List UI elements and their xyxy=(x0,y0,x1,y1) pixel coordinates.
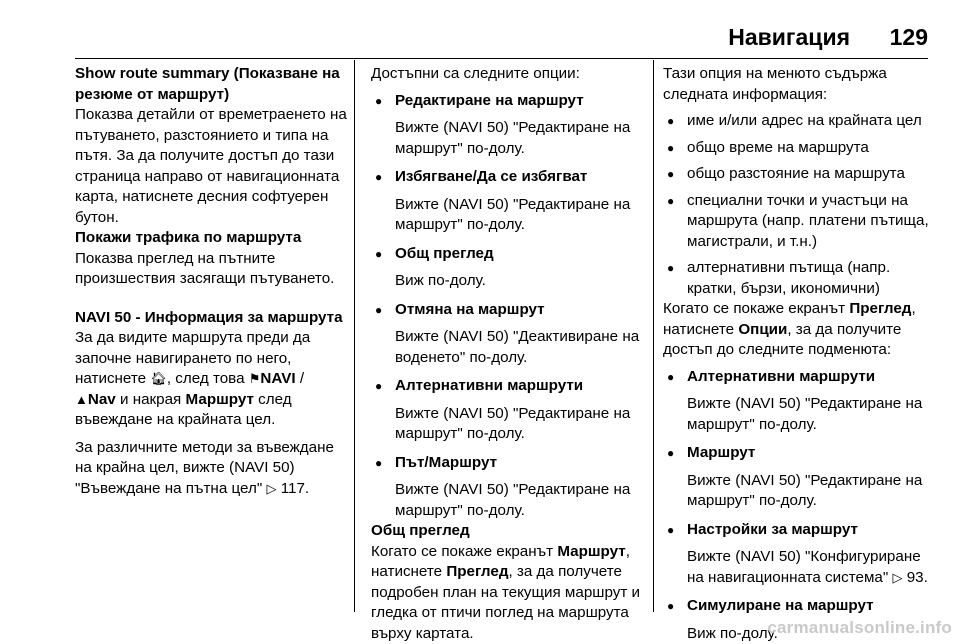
info-list xyxy=(663,111,929,299)
home-icon: 🏠︎ xyxy=(150,371,167,386)
option-item: ● Път/Маршрут Вижте (NAVI 50) "Редактиране на маршрут" по-долу. xyxy=(371,453,647,522)
column-divider-2 xyxy=(653,60,654,612)
info-item: ● общо разстояние на маршрута xyxy=(663,164,929,185)
submenu-item: ● Маршрут Вижте (NAVI 50) "Редактиране на маршрут" по-долу. xyxy=(663,443,929,512)
submenu-item: ● Настройки за маршрут Вижте (NAVI 50) "Конфигуриране на навигационната система" ▷ 93. xyxy=(663,520,929,589)
section-body-navi50-info: За да видите маршрута преди да започне навигирането по него, натиснете 🏠︎, след това ⚑NAVI / ▲Nav и накрая Маршрут след въвеждане на крайната цел. xyxy=(75,328,347,431)
submenu-list xyxy=(663,367,929,644)
section-body-overview: Когато се покаже екранът Маршрут, натиснете Преглед, за да получете подробен план на текущия маршрут и гледка от птичи поглед на маршрута върху картата. xyxy=(371,542,647,644)
info-item: ● общо време на маршрута xyxy=(663,138,929,159)
option-item: ● Алтернативни маршрути Вижте (NAVI 50) "Редактиране на маршрут" по-долу. xyxy=(371,376,647,445)
section-title-navi50-info: NAVI 50 - Информация за маршрута xyxy=(75,309,343,326)
header-rule xyxy=(75,58,928,59)
column-2 xyxy=(371,64,647,644)
section-body-route-summary: Показва детайли от времетраенето на пътуването, разстоянието и типа на пътя. За да получите достъп до тази страница направо от навигационната карта, натиснете десния софтуерен бутон. xyxy=(75,105,347,228)
page-ref-icon: ▷ xyxy=(892,570,902,585)
watermark: carmanualsonline.info xyxy=(767,618,952,638)
column-divider-1 xyxy=(354,60,355,612)
page-title: Навигация xyxy=(728,24,850,51)
option-item: ● Редактиране на маршрут Вижте (NAVI 50) "Редактиране на маршрут" по-долу. xyxy=(371,91,647,160)
info-item: ● алтернативни пътища (напр. кратки, бързи, икономични) xyxy=(663,258,929,299)
info-intro: Тази опция на менюто съдържа следната информация: xyxy=(663,64,929,105)
options-list xyxy=(371,91,647,522)
page-header xyxy=(0,0,960,60)
section-title-route-summary: Show route summary (Показване на резюме от маршрут) xyxy=(75,65,340,103)
column-1 xyxy=(75,64,347,499)
submenu-item: ● Алтернативни маршрути Вижте (NAVI 50) "Редактиране на маршрут" по-долу. xyxy=(663,367,929,436)
overview-options-text: Когато се покаже екранът Преглед, натиснете Опции, за да получите достъп до следните подменюта: xyxy=(663,299,929,361)
section-body-destination-ref: За различните методи за въвеждане на крайна цел, вижте (NAVI 50) "Въвеждане на пътна цел" ▷ 117. xyxy=(75,438,347,500)
submenu-item: ● Симулиране на маршрут Виж по-долу. xyxy=(663,596,929,644)
flag-icon: ⚑ xyxy=(249,371,261,386)
option-item: ● Избягване/Да се избягват Вижте (NAVI 50) "Редактиране на маршрут" по-долу. xyxy=(371,167,647,236)
page-number: 129 xyxy=(890,24,928,51)
section-title-overview: Общ преглед xyxy=(371,522,470,539)
nav-arrow-icon: ▲ xyxy=(75,392,88,407)
options-intro: Достъпни са следните опции: xyxy=(371,64,647,85)
option-item: ● Общ преглед Виж по-долу. xyxy=(371,244,647,292)
info-item: ● име и/или адрес на крайната цел xyxy=(663,111,929,132)
section-title-traffic: Покажи трафика по маршрута xyxy=(75,229,301,246)
info-item: ● специални точки и участъци на маршрута (напр. платени пътища, магистрали, и т.н.) xyxy=(663,191,929,253)
column-3 xyxy=(663,64,929,644)
option-item: ● Отмяна на маршрут Вижте (NAVI 50) "Деактивиране на воденето" по-долу. xyxy=(371,300,647,369)
page-ref-icon: ▷ xyxy=(266,481,276,496)
section-body-traffic: Показва преглед на пътните произшествия засягащи пътуването. xyxy=(75,249,347,290)
